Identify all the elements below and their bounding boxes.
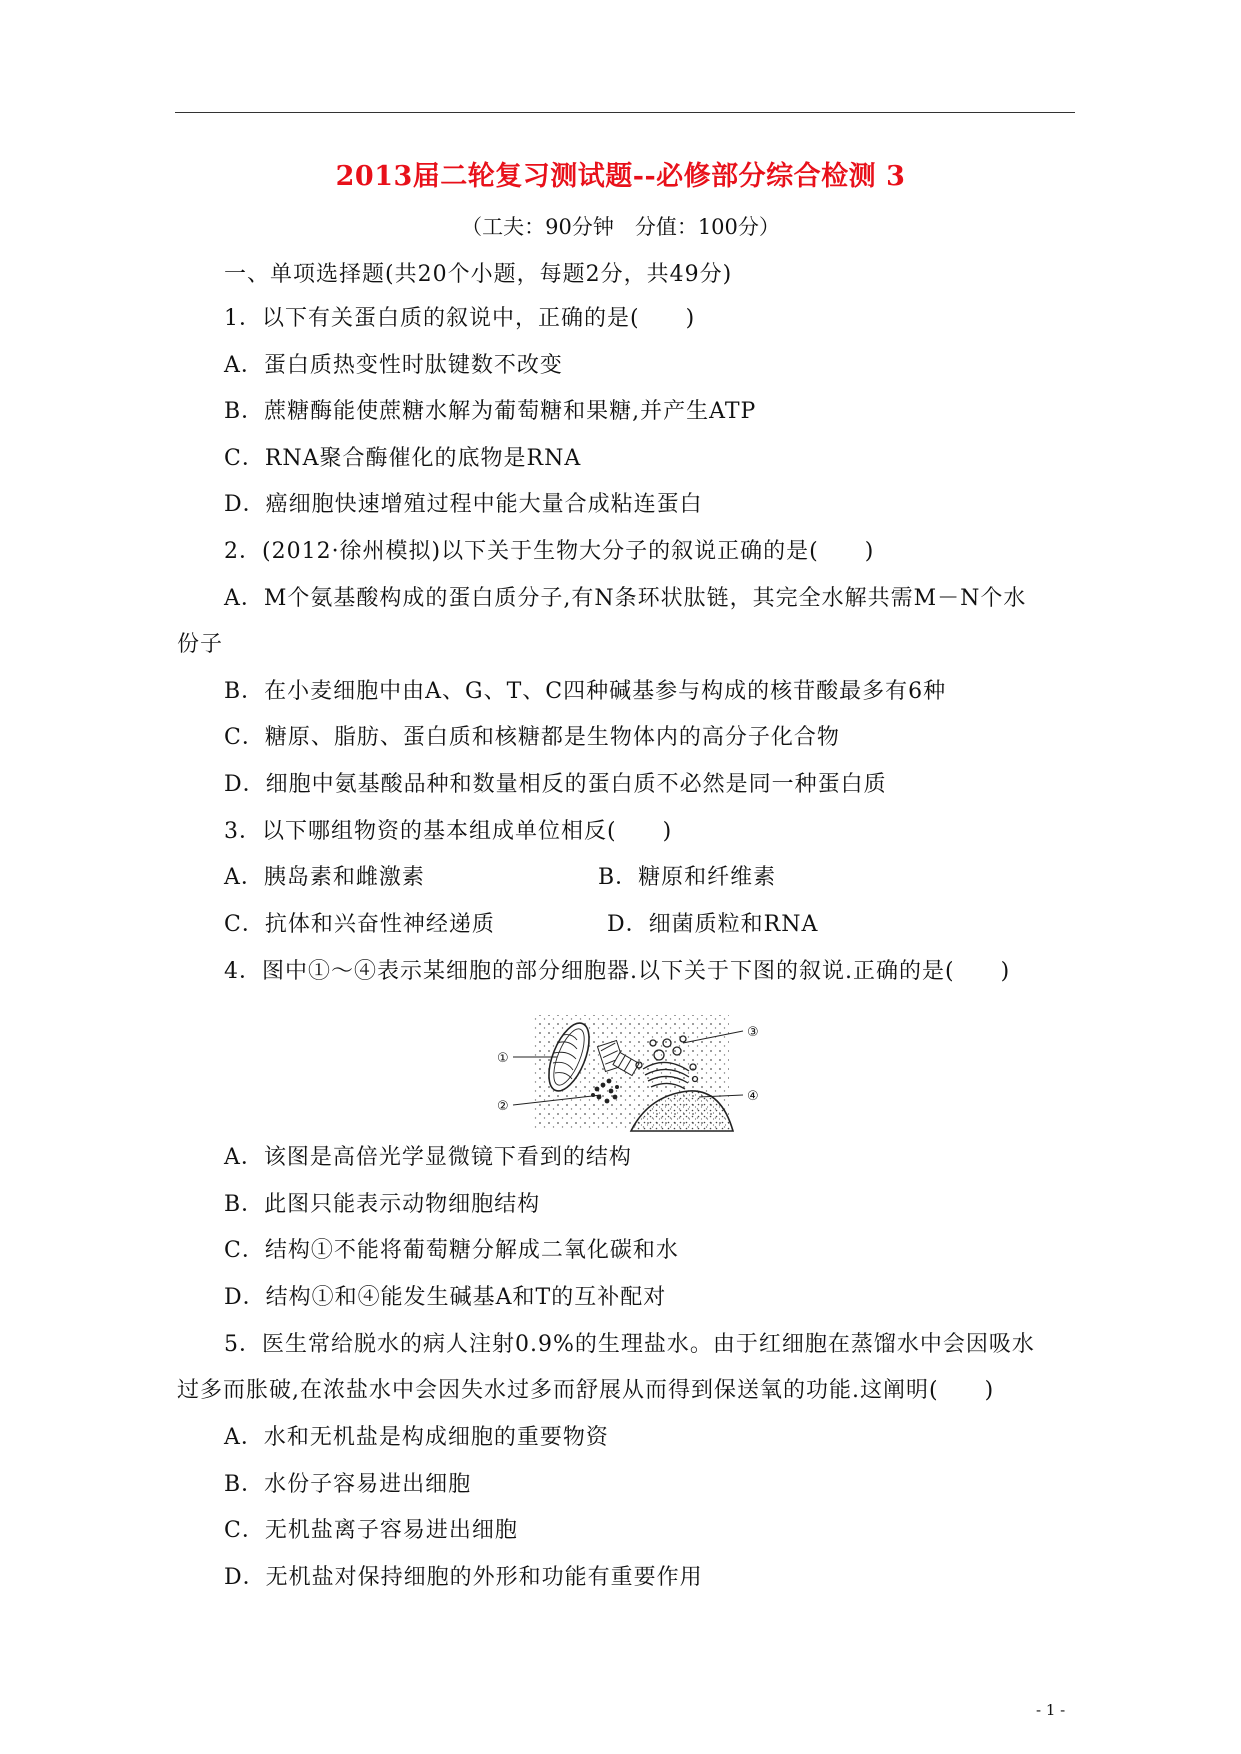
question-2-option-d: D．细胞中氨基酸品种和数量相反的蛋白质不必然是同一种蛋白质 <box>224 772 887 797</box>
question-4-stem: 4．图中①～④表示某细胞的部分细胞器.以下关于下图的叙说.正确的是( ) <box>224 959 1011 984</box>
header-rule <box>175 112 1075 113</box>
question-3-option-d: D．细菌质粒和RNA <box>607 912 819 937</box>
question-5-option-c: C．无机盐离子容易进出细胞 <box>224 1518 518 1543</box>
question-5-option-d: D．无机盐对保持细胞的外形和功能有重要作用 <box>224 1565 703 1590</box>
question-3-stem: 3．以下哪组物资的基本组成单位相反( ) <box>224 819 673 844</box>
question-1-option-c: C．RNA聚合酶催化的底物是RNA <box>224 446 582 471</box>
question-5-stem-line-1: 5．医生常给脱水的病人注射0.9%的生理盐水。由于红细胞在蒸馏水中会因吸水 <box>224 1332 1035 1357</box>
question-1-option-a: A．蛋白质热变性时肽键数不改变 <box>224 353 563 378</box>
question-3-option-b: B．糖原和纤维素 <box>598 865 777 890</box>
question-3-option-c: C．抗体和兴奋性神经递质 <box>224 912 495 937</box>
figure-label-3: ③ <box>747 1025 759 1040</box>
question-5-option-a: A．水和无机盐是构成细胞的重要物资 <box>224 1425 609 1450</box>
question-2-option-b: B．在小麦细胞中由A、G、T、C四种碱基参与构成的核苷酸最多有6种 <box>224 679 947 704</box>
exam-info: （工夫：90分钟 分值：100分） <box>461 215 780 239</box>
question-1-stem: 1．以下有关蛋白质的叙说中，正确的是( ) <box>224 306 696 331</box>
question-5-option-b: B．水份子容易进出细胞 <box>224 1472 472 1497</box>
question-5-stem-line-2: 过多而胀破,在浓盐水中会因失水过多而舒展从而得到保送氧的功能.这阐明( ) <box>177 1378 995 1403</box>
figure-label-2: ② <box>497 1099 509 1114</box>
question-1-option-b: B．蔗糖酶能使蔗糖水解为葡萄糖和果糖,并产生ATP <box>224 399 757 424</box>
question-2-stem: 2．(2012·徐州模拟)以下关于生物大分子的叙说正确的是( ) <box>224 539 875 564</box>
question-4-option-b: B．此图只能表示动物细胞结构 <box>224 1192 541 1217</box>
question-4-option-d: D．结构①和④能发生碱基A和T的互补配对 <box>224 1285 667 1310</box>
question-4-option-a: A．该图是高倍光学显微镜下看到的结构 <box>224 1145 632 1170</box>
question-2-option-a: A．M个氨基酸构成的蛋白质分子,有N条环状肽链，其完全水解共需M－N个水 <box>224 586 1027 611</box>
document-title: 2013届二轮复习测试题--必修部分综合检测 3 <box>335 161 906 192</box>
figure-label-1: ① <box>497 1051 509 1066</box>
question-4-option-c: C．结构①不能将葡萄糖分解成二氧化碳和水 <box>224 1238 679 1263</box>
figure-label-4: ④ <box>747 1089 759 1104</box>
cell-organelle-figure <box>493 1013 781 1133</box>
page-number: - 1 - <box>1036 1701 1066 1719</box>
section-heading: 一、单项选择题(共20个小题，每题2分，共49分) <box>224 262 733 287</box>
question-2-option-a-cont: 份子 <box>177 632 224 657</box>
question-3-option-a: A．胰岛素和雌激素 <box>224 865 425 890</box>
question-1-option-d: D．癌细胞快速增殖过程中能大量合成粘连蛋白 <box>224 492 703 517</box>
question-2-option-c: C．糖原、脂肪、蛋白质和核糖都是生物体内的高分子化合物 <box>224 725 840 750</box>
